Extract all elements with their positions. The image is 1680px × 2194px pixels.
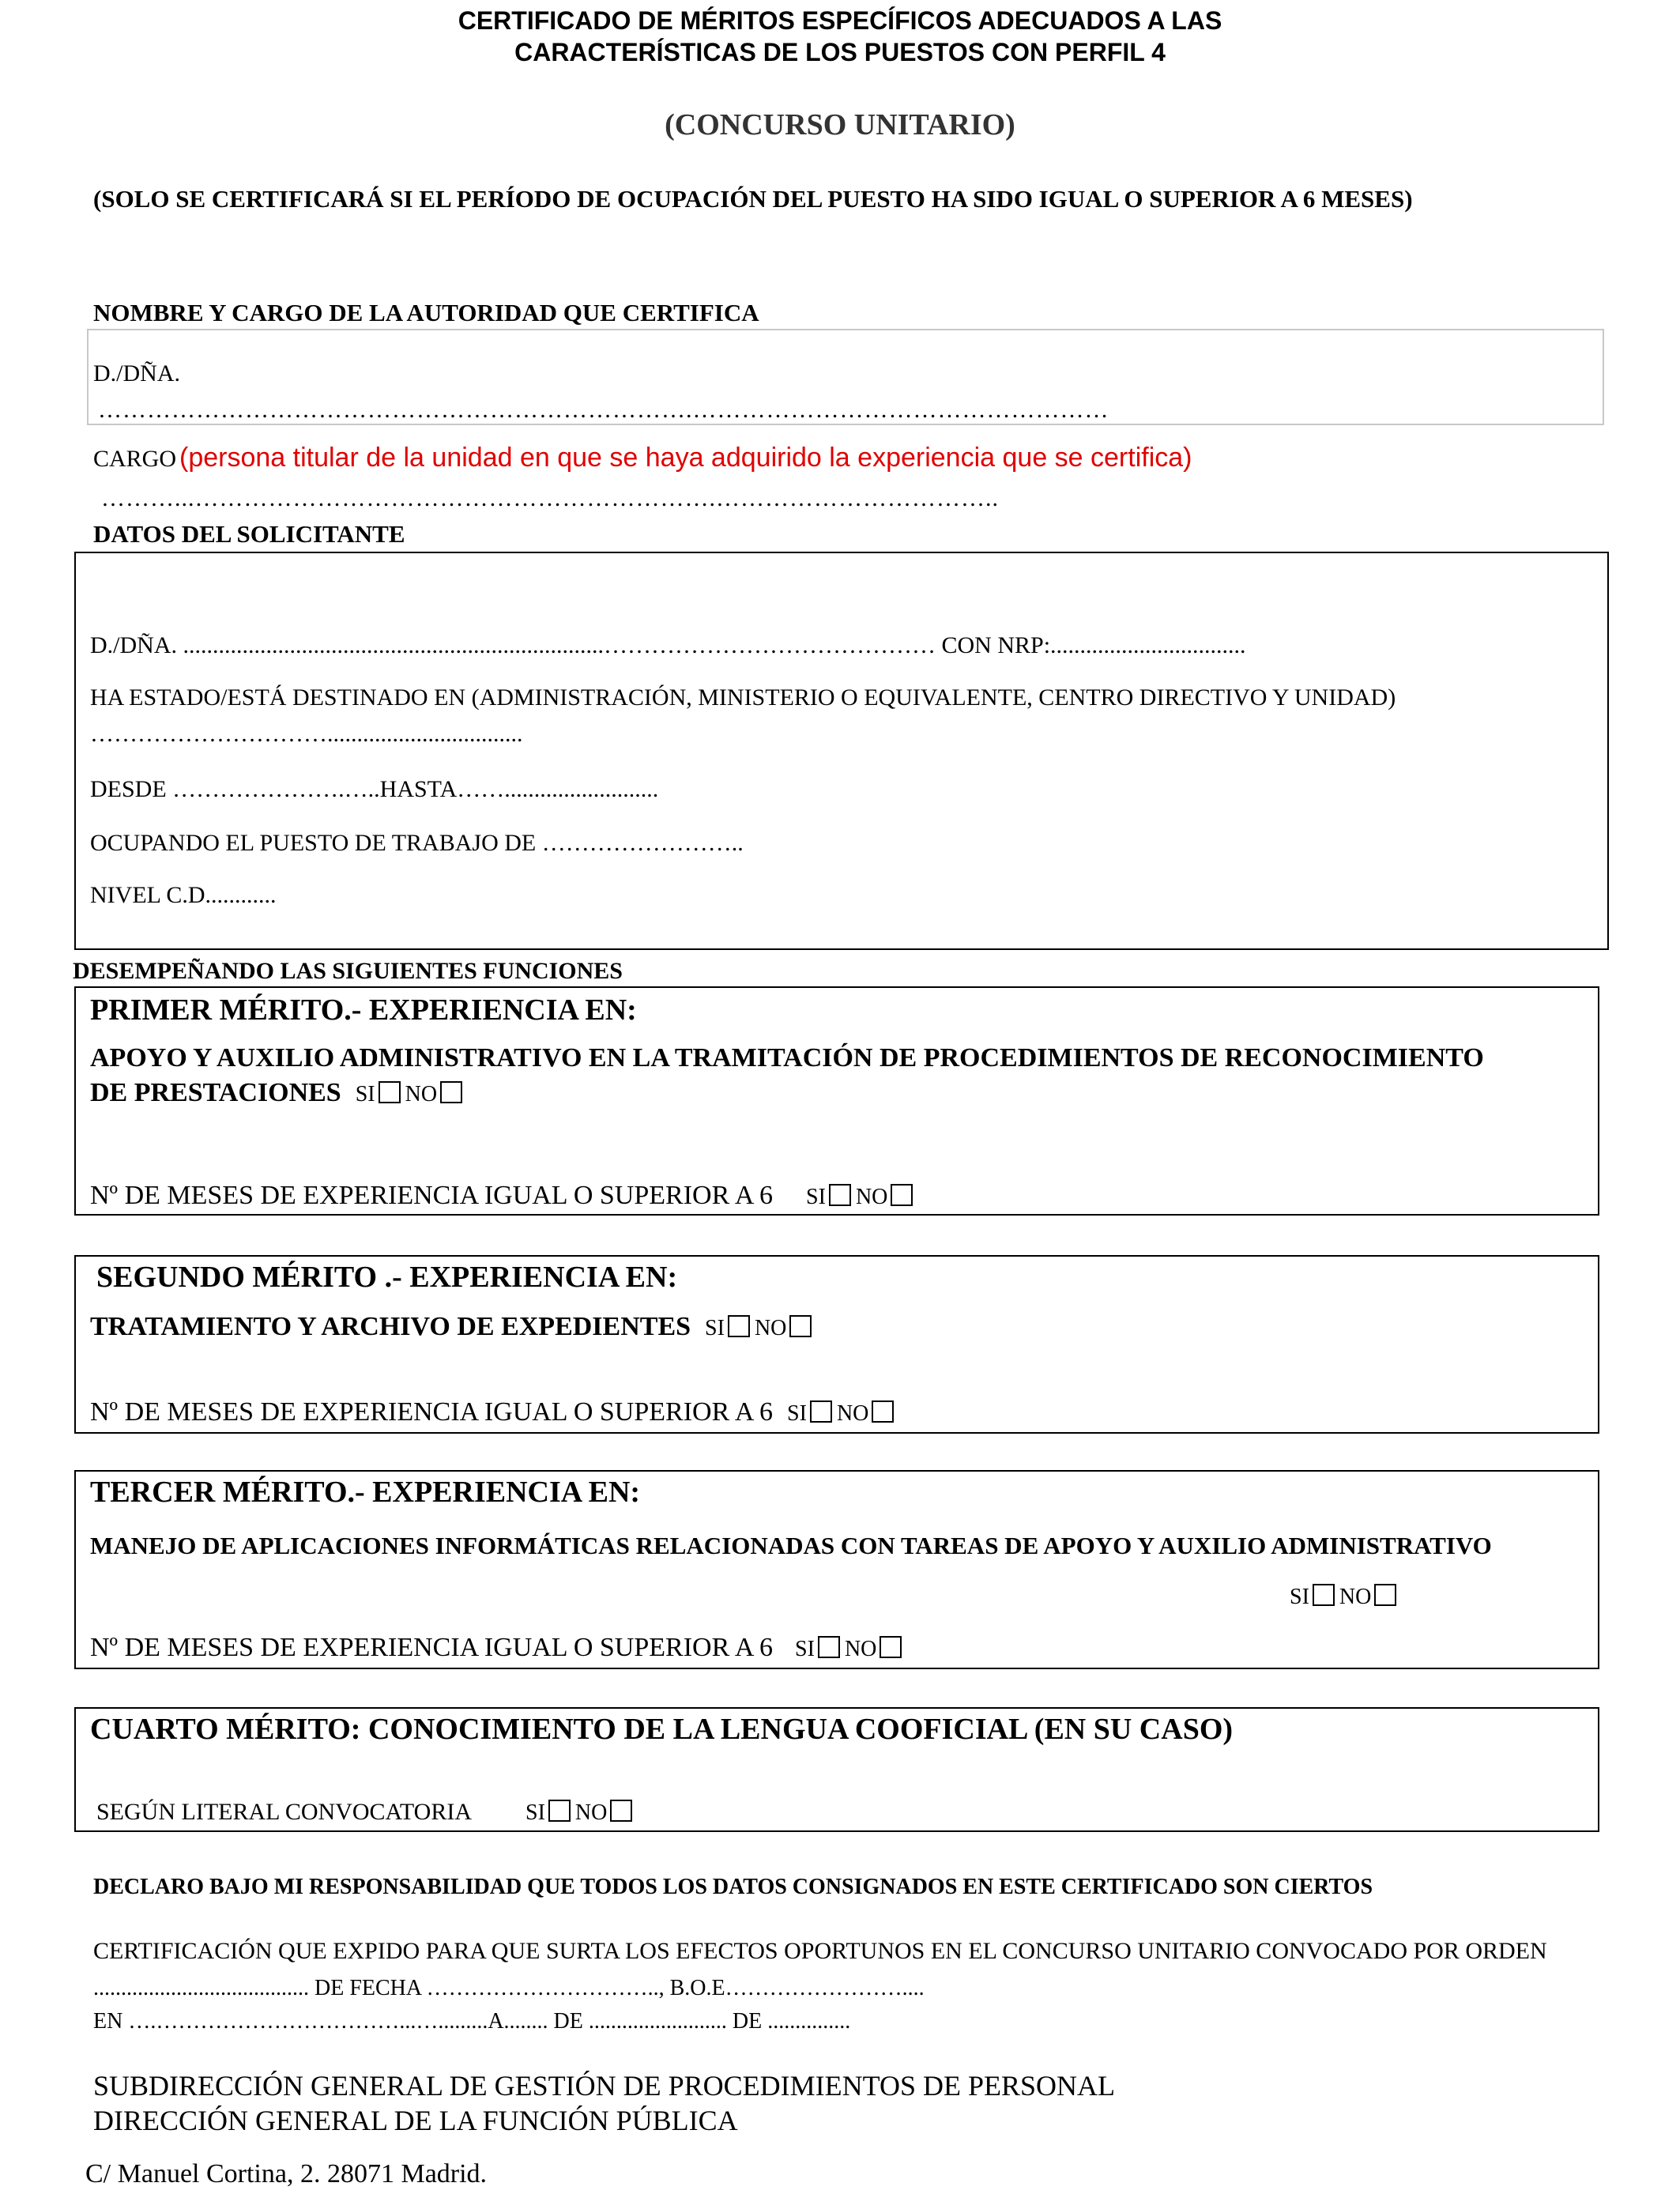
fourth-merit-heading: CUARTO MÉRITO: CONOCIMIENTO DE LA LENGUA COOFICIAL (EN SU CASO) <box>90 1713 1234 1746</box>
footer-address: C/ Manuel Cortina, 2. 28071 Madrid. <box>85 2159 488 2188</box>
first-merit-months-label: Nº DE MESES DE EXPERIENCIA IGUAL O SUPERIOR A 6 <box>90 1181 774 1210</box>
third-merit-si-checkbox[interactable] <box>1313 1584 1335 1606</box>
first-merit-heading: PRIMER MÉRITO.- EXPERIENCIA EN: <box>90 993 637 1027</box>
period-note: (SOLO SE CERTIFICARÁ SI EL PERÍODO DE OCUPACIÓN DEL PUESTO HA SIDO IGUAL O SUPERIOR A 6 MESES) <box>93 185 1413 213</box>
authority-cargo-row <box>93 443 1192 473</box>
fourth-merit-si-label: SI <box>525 1800 545 1825</box>
fourth-merit-literal-row <box>96 1799 637 1826</box>
second-merit-si-label: SI <box>705 1316 725 1340</box>
cargo-note: (persona titular de la unidad en que se haya adquirido la experiencia que se certifica) <box>179 443 1192 473</box>
second-months-si-label: SI <box>787 1401 807 1426</box>
third-merit-months-label: Nº DE MESES DE EXPERIENCIA IGUAL O SUPERIOR A 6 <box>90 1633 774 1662</box>
fourth-merit-si-checkbox[interactable] <box>548 1800 571 1822</box>
third-merit-options-row <box>1290 1584 1401 1610</box>
authority-name-label: D./DÑA. <box>93 360 180 386</box>
second-merit-desc-row <box>90 1312 816 1342</box>
fourth-merit-no-checkbox[interactable] <box>610 1800 632 1822</box>
first-merit-no-label: NO <box>405 1082 438 1106</box>
second-merit-months-label: Nº DE MESES DE EXPERIENCIA IGUAL O SUPERIOR A 6 <box>90 1397 774 1427</box>
certification-text: CERTIFICACIÓN QUE EXPIDO PARA QUE SURTA LOS EFECTOS OPORTUNOS EN EL CONCURSO UNITARIO CONVOCADO POR ORDEN <box>93 1938 1547 1964</box>
second-months-no-checkbox[interactable] <box>872 1400 894 1423</box>
first-merit-si-label: SI <box>355 1082 375 1106</box>
first-merit-desc-2: DE PRESTACIONES <box>90 1078 341 1107</box>
first-merit-desc-2-row <box>90 1078 467 1108</box>
second-merit-desc: TRATAMIENTO Y ARCHIVO DE EXPEDIENTES <box>90 1312 691 1341</box>
authority-heading: NOMBRE Y CARGO DE LA AUTORIDAD QUE CERTIFICA <box>93 299 759 326</box>
third-merit-desc: MANEJO DE APLICACIONES INFORMÁTICAS RELACIONADAS CON TAREAS DE APOYO Y AUXILIO ADMINISTRATIVO <box>90 1532 1492 1559</box>
third-merit-si-label: SI <box>1290 1585 1309 1609</box>
first-months-no-label: NO <box>855 1185 888 1209</box>
third-merit-months-row <box>90 1633 906 1663</box>
second-merit-no-checkbox[interactable] <box>789 1315 812 1337</box>
first-merit-months-row <box>90 1181 917 1211</box>
third-merit-no-label: NO <box>1339 1585 1372 1609</box>
first-months-no-checkbox[interactable] <box>891 1184 913 1206</box>
third-merit-heading: TERCER MÉRITO.- EXPERIENCIA EN: <box>90 1476 641 1509</box>
title-line-2: CARACTERÍSTICAS DE LOS PUESTOS CON PERFIL 4 <box>514 38 1166 66</box>
functions-heading: DESEMPEÑANDO LAS SIGUIENTES FUNCIONES <box>73 958 623 984</box>
footer-subdirection: SUBDIRECCIÓN GENERAL DE GESTIÓN DE PROCEDIMIENTOS DE PERSONAL <box>93 2070 1116 2102</box>
applicant-desde-line[interactable]: DESDE ………………….…..HASTA…….......................... <box>90 776 659 802</box>
certification-line-1 <box>93 1938 1547 1965</box>
applicant-destino-dots[interactable]: …………………………................................. <box>90 721 523 747</box>
fourth-merit-no-label: NO <box>574 1800 608 1825</box>
first-merit-no-checkbox[interactable] <box>440 1081 462 1103</box>
second-months-no-label: NO <box>836 1401 869 1426</box>
declaration: DECLARO BAJO MI RESPONSABILIDAD QUE TODOS LOS DATOS CONSIGNADOS EN ESTE CERTIFICADO SON CIERTOS <box>93 1875 1373 1899</box>
authority-cargo-dots[interactable]: ………...……………………………………………………….…………………………….. <box>101 485 999 511</box>
applicant-name-line[interactable]: D./DÑA. .......................................................................…………………………………… CON NRP:................................. <box>90 632 1246 658</box>
first-merit-si-checkbox[interactable] <box>379 1081 401 1103</box>
authority-name-dots[interactable]: ……………………………………………………………….…………………………………………… <box>98 397 1109 423</box>
second-months-si-checkbox[interactable] <box>810 1400 832 1423</box>
cargo-label: CARGO <box>93 446 177 472</box>
fourth-merit-literal-label: SEGÚN LITERAL CONVOCATORIA <box>96 1799 472 1825</box>
second-merit-si-checkbox[interactable] <box>728 1315 750 1337</box>
footer-direction: DIRECCIÓN GENERAL DE LA FUNCIÓN PÚBLICA <box>93 2105 738 2136</box>
first-months-si-label: SI <box>806 1185 826 1209</box>
third-merit-no-checkbox[interactable] <box>1374 1584 1396 1606</box>
title-line-1: CERTIFICADO DE MÉRITOS ESPECÍFICOS ADECUADOS A LAS <box>458 6 1222 35</box>
third-months-si-label: SI <box>795 1637 815 1661</box>
applicant-puesto-line[interactable]: OCUPANDO EL PUESTO DE TRABAJO DE …………………….. <box>90 830 744 856</box>
second-merit-heading: SEGUNDO MÉRITO .- EXPERIENCIA EN: <box>96 1261 678 1294</box>
certification-line-3[interactable]: EN ….……………………………...….........A........ DE ......................... DE ............... <box>93 2009 851 2034</box>
applicant-nivel-line[interactable]: NIVEL C.D............ <box>90 882 277 908</box>
applicant-heading: DATOS DEL SOLICITANTE <box>93 520 405 548</box>
first-merit-desc-1: APOYO Y AUXILIO ADMINISTRATIVO EN LA TRAMITACIÓN DE PROCEDIMIENTOS DE RECONOCIMIENTO <box>90 1043 1484 1072</box>
second-merit-no-label: NO <box>754 1316 787 1340</box>
third-months-si-checkbox[interactable] <box>818 1636 840 1658</box>
third-months-no-label: NO <box>844 1637 877 1661</box>
subtitle: (CONCURSO UNITARIO) <box>665 108 1015 141</box>
first-months-si-checkbox[interactable] <box>829 1184 851 1206</box>
certification-line-2[interactable]: ....................................... DE FECHA ………………………….., B.O.E…………………….... <box>93 1976 925 2000</box>
third-months-no-checkbox[interactable] <box>880 1636 902 1658</box>
applicant-box <box>74 552 1609 950</box>
second-merit-months-row <box>90 1397 898 1427</box>
applicant-destino-label: HA ESTADO/ESTÁ DESTINADO EN (ADMINISTRACIÓN, MINISTERIO O EQUIVALENTE, CENTRO DIRECTIVO Y UNIDAD) <box>90 684 1396 711</box>
